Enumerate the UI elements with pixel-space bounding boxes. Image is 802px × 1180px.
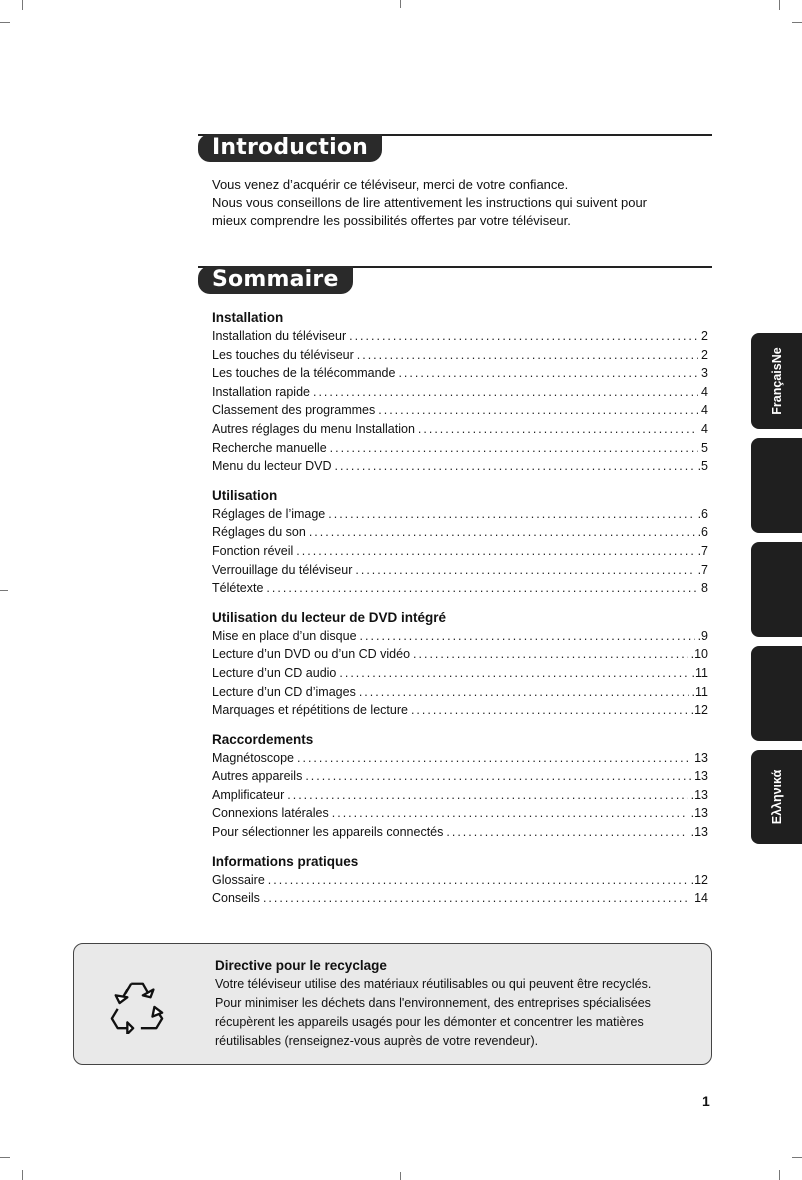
toc-entry-page: 3 [701, 366, 708, 381]
toc-entry-page: .9 [697, 628, 708, 643]
toc-entry-page: .13 [690, 825, 708, 840]
intro-line: Vous venez d’acquérir ce téléviseur, merci de votre confiance. [212, 177, 569, 192]
toc-leader-dots [266, 579, 698, 598]
toc-entry-label: Menu du lecteur DVD [212, 459, 332, 474]
toc-entry[interactable] [212, 889, 708, 908]
crop-mark [22, 0, 23, 10]
crop-mark [400, 1172, 401, 1180]
toc-entry-page: 2 [701, 347, 708, 362]
toc-entry-label: Les touches du téléviseur [212, 347, 354, 362]
toc-leader-dots [446, 823, 687, 842]
toc-leader-dots [287, 786, 687, 805]
toc-entry[interactable] [212, 439, 708, 458]
toc-entry-page: 14 [694, 891, 708, 906]
language-tab-greek[interactable] [751, 750, 802, 844]
toc-entry[interactable] [212, 749, 708, 768]
toc-leader-dots [378, 401, 698, 420]
recycling-line: Votre téléviseur utilise des matériaux réutilisables ou qui peuvent être recyclés. [215, 977, 652, 991]
crop-mark [779, 1170, 780, 1180]
toc-entry-page: .13 [690, 787, 708, 802]
crop-mark [0, 1157, 10, 1158]
toc-entry[interactable] [212, 786, 708, 805]
toc-entry-label: Mise en place d’un disque [212, 628, 357, 643]
recycling-title: Directive pour le recyclage [215, 958, 387, 973]
summary-title: Sommaire [198, 266, 353, 294]
toc-entry[interactable] [212, 664, 708, 683]
toc-entry[interactable] [212, 327, 708, 346]
toc-leader-dots [332, 804, 688, 823]
toc-entry-page: .7 [697, 543, 708, 558]
toc-group [212, 852, 708, 908]
toc-leader-dots [263, 889, 691, 908]
toc-entry-page: 13 [694, 769, 708, 784]
crop-mark [22, 1170, 23, 1180]
toc-group [212, 486, 708, 598]
toc-entry[interactable] [212, 383, 708, 402]
toc-entry-page: 5 [701, 440, 708, 455]
toc-entry[interactable] [212, 505, 708, 524]
toc-entry[interactable] [212, 579, 708, 598]
toc-entry-label: Lecture d’un CD audio [212, 665, 337, 680]
crop-mark [0, 590, 8, 591]
toc-entry-label: Télétexte [212, 581, 264, 596]
toc-entry[interactable] [212, 523, 708, 542]
toc-group-title: Raccordements [212, 731, 314, 747]
toc-entry[interactable] [212, 457, 708, 476]
intro-line: Nous vous conseillons de lire attentivement les instructions qui suivent pour [212, 195, 648, 210]
toc-entry-page: 13 [694, 750, 708, 765]
toc-entry-label: Amplificateur [212, 787, 285, 802]
toc-leader-dots [296, 542, 694, 561]
toc-entry-page: 4 [701, 384, 708, 399]
page-number: 1 [702, 1093, 710, 1109]
toc-entry-page: .11 [691, 684, 708, 699]
toc-entry-label: Recherche manuelle [212, 440, 327, 455]
toc-entry-page: 2 [701, 329, 708, 343]
toc-leader-dots [360, 627, 695, 646]
toc-entry[interactable] [212, 420, 708, 439]
toc-entry-page: .11 [691, 665, 708, 680]
toc-leader-dots [297, 749, 691, 768]
language-tab[interactable] [751, 542, 802, 637]
toc-entry[interactable] [212, 767, 708, 786]
toc-entry-label: Installation du téléviseur [212, 329, 347, 343]
recycling-notice [73, 943, 712, 1065]
toc-entry[interactable] [212, 401, 708, 420]
toc-leader-dots [328, 505, 694, 524]
toc-entry-label: Verrouillage du téléviseur [212, 562, 353, 577]
tab-label: Ελληνικά [769, 769, 784, 825]
recycling-text [215, 956, 707, 1051]
toc-entry-label: Lecture d’un CD d’images [212, 684, 356, 699]
toc-leader-dots [339, 664, 688, 683]
intro-title: Introduction [198, 134, 382, 162]
toc-entry-label: Pour sélectionner les appareils connectés [212, 825, 444, 840]
language-tab[interactable] [751, 646, 802, 741]
toc-entry-label: Les touches de la télécommande [212, 366, 396, 381]
crop-mark [779, 0, 780, 10]
toc-group [212, 308, 708, 476]
toc-entry[interactable] [212, 561, 708, 580]
language-tab[interactable] [751, 438, 802, 533]
toc-group [212, 730, 708, 842]
tab-label: FrançaisNe [769, 347, 784, 415]
toc-group-title: Utilisation [212, 487, 278, 503]
table-of-contents [212, 308, 708, 918]
crop-mark [400, 0, 401, 8]
toc-entry[interactable] [212, 542, 708, 561]
toc-entry-page: .12 [690, 703, 708, 718]
recycling-line: récupèrent les appareils usagés pour les démonter et concentrer les matières [215, 1015, 644, 1029]
toc-leader-dots [411, 701, 688, 720]
intro-text [212, 176, 702, 230]
toc-entry-page: .13 [690, 806, 708, 821]
toc-entry-label: Autres réglages du menu Installation [212, 421, 415, 436]
toc-entry-page: .6 [697, 525, 708, 540]
recycle-icon [108, 976, 166, 1034]
crop-mark [0, 22, 10, 23]
toc-entry[interactable] [212, 364, 708, 383]
toc-entry-page: .5 [697, 459, 708, 474]
toc-entry-label: Autres appareils [212, 769, 303, 784]
toc-entry[interactable] [212, 645, 708, 664]
toc-entry-label: Glossaire [212, 872, 265, 887]
toc-entry-page: 8 [701, 581, 708, 596]
intro-header [198, 134, 712, 166]
toc-leader-dots [349, 327, 698, 346]
toc-leader-dots [335, 457, 695, 476]
toc-entry[interactable] [212, 683, 708, 702]
toc-leader-dots [359, 683, 689, 702]
toc-entry-label: Magnétoscope [212, 750, 295, 765]
toc-entry-label: Conseils [212, 891, 260, 906]
toc-leader-dots [398, 364, 698, 383]
toc-entry-label: Réglages de l’image [212, 506, 326, 521]
language-tab-francais[interactable] [751, 333, 802, 429]
toc-entry[interactable] [212, 823, 708, 842]
toc-entry-label: Réglages du son [212, 525, 306, 540]
crop-mark [792, 1157, 802, 1158]
toc-leader-dots [305, 767, 691, 786]
toc-leader-dots [268, 871, 688, 890]
toc-entry-label: Fonction réveil [212, 543, 294, 558]
toc-entry[interactable] [212, 627, 708, 646]
toc-entry[interactable] [212, 701, 708, 720]
toc-leader-dots [413, 645, 688, 664]
toc-leader-dots [418, 420, 698, 439]
toc-group-title: Utilisation du lecteur de DVD intégré [212, 609, 447, 625]
summary-header [198, 266, 712, 298]
toc-leader-dots [309, 523, 695, 542]
intro-line: mieux comprendre les possibilités offertes par votre téléviseur. [212, 213, 571, 228]
toc-entry[interactable] [212, 346, 708, 365]
toc-entry[interactable] [212, 871, 708, 890]
toc-entry-page: 4 [701, 403, 708, 418]
toc-leader-dots [355, 561, 694, 580]
recycling-line: réutilisables (renseignez-vous auprès de votre revendeur). [215, 1034, 539, 1048]
toc-entry-page: .12 [690, 872, 708, 887]
toc-entry-page: .10 [690, 647, 708, 662]
toc-entry-label: Lecture d’un DVD ou d’un CD vidéo [212, 647, 411, 662]
toc-entry-page: .6 [697, 506, 708, 521]
toc-leader-dots [313, 383, 698, 402]
toc-group-title: Informations pratiques [212, 853, 359, 869]
toc-group [212, 608, 708, 720]
toc-entry-page: .7 [697, 562, 708, 577]
toc-group-title: Installation [212, 310, 284, 325]
crop-mark [792, 22, 802, 23]
toc-entry[interactable] [212, 804, 708, 823]
recycling-line: Pour minimiser les déchets dans l'environnement, des entreprises spécialisées [215, 996, 651, 1010]
toc-entry-label: Marquages et répétitions de lecture [212, 703, 408, 718]
toc-leader-dots [330, 439, 698, 458]
toc-entry-label: Classement des programmes [212, 403, 376, 418]
toc-leader-dots [357, 346, 698, 365]
toc-entry-label: Connexions latérales [212, 806, 329, 821]
toc-entry-label: Installation rapide [212, 384, 310, 399]
toc-entry-page: 4 [701, 421, 708, 436]
